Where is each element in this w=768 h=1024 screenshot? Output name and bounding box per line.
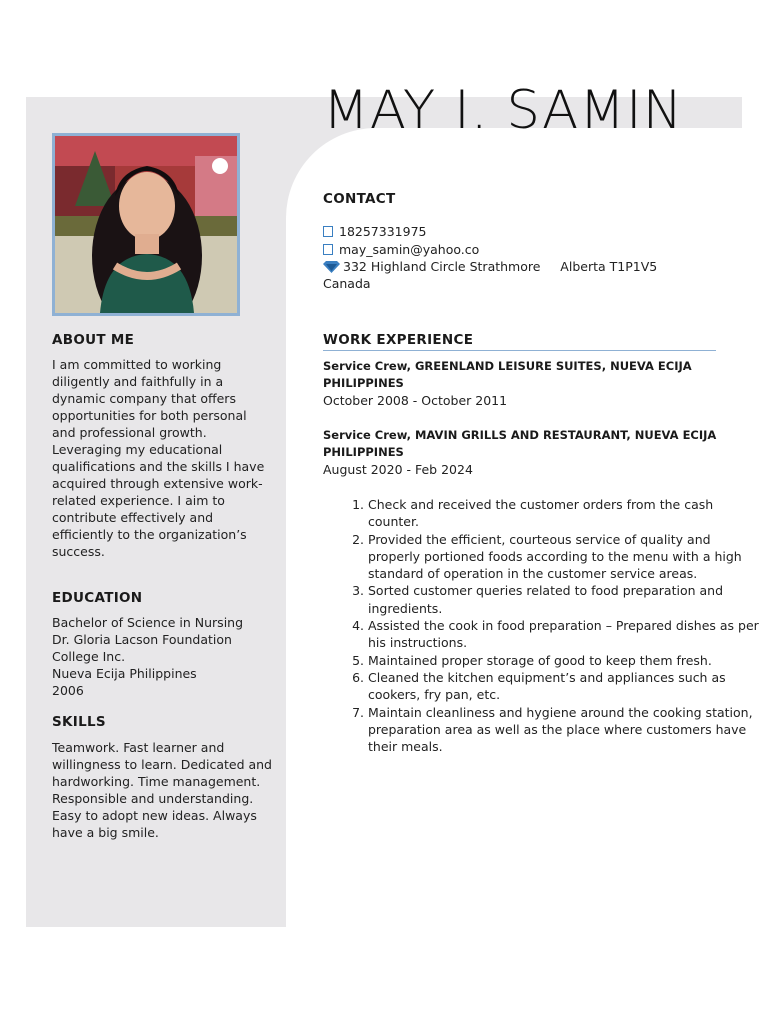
job-dates-1: October 2008 - October 2011: [323, 393, 508, 408]
education-heading: EDUCATION: [52, 590, 143, 606]
phone-icon: [323, 226, 333, 237]
duty-item: 3. Sorted customer queries related to food preparation and ingredients.: [368, 582, 763, 617]
contact-phone: [323, 223, 426, 240]
job-title-1: Service Crew, GREENLAND LEISURE SUITES, NUEVA ECIJA PHILIPPINES: [323, 359, 692, 390]
candidate-name: MAY I. SAMIN: [323, 80, 684, 141]
email-address[interactable]: may_samin@yahoo.co: [339, 242, 480, 257]
education-year: 2006: [52, 683, 84, 698]
skills-heading: SKILLS: [52, 714, 106, 730]
email-icon: [323, 244, 333, 255]
contact-address: [323, 258, 657, 277]
duty-item: 2. Provided the efficient, courteous service of quality and properly portioned foods according to the menu with a high standard of operation in the customer service areas.: [368, 531, 763, 583]
section-divider: [323, 350, 716, 351]
job-dates-2: August 2020 - Feb 2024: [323, 462, 473, 477]
job-title-2: Service Crew, MAVIN GRILLS AND RESTAURANT, NUEVA ECIJA PHILIPPINES: [323, 428, 717, 459]
duties-list: [323, 496, 763, 755]
education-school: Dr. Gloria Lacson Foundation College Inc.: [52, 632, 232, 664]
about-heading: ABOUT ME: [52, 332, 135, 348]
education-details: [52, 614, 272, 699]
address-line-2: Canada: [323, 276, 371, 291]
contact-email: [323, 241, 479, 258]
skills-text: Teamwork. Fast learner and willingness to learn. Dedicated and hardworking. Time management. Responsible and understanding. Easy to adopt new ideas. Always have a big smile.: [52, 740, 272, 840]
duty-item: 5. Maintained proper storage of good to keep them fresh.: [368, 652, 763, 669]
duty-item: 1. Check and received the customer orders from the cash counter.: [368, 496, 763, 531]
duty-item: 7. Maintain cleanliness and hygiene around the cooking station, preparation area as well as the place where customers have their meals.: [368, 704, 763, 756]
contact-heading: CONTACT: [323, 191, 396, 207]
work-heading: WORK EXPERIENCE: [323, 332, 474, 348]
about-text: I am committed to working diligently and faithfully in a dynamic company that offers opportunities for both personal and professional growth. Leveraging my educational qualifications and the skills I have acquired through extensive work-related experience. I aim to contribute effectively and efficiently to the organization’s success.: [52, 357, 265, 559]
duty-item: 6. Cleaned the kitchen equipment’s and appliances such as cookers, fry pan, etc.: [368, 669, 763, 704]
duty-item: 4. Assisted the cook in food preparation – Prepared dishes as per his instructions.: [368, 617, 763, 652]
profile-photo: [52, 133, 240, 316]
address-line-1: 332 Highland Circle Strathmore Alberta T1P1V5: [343, 259, 658, 274]
phone-number[interactable]: 18257331975: [339, 224, 427, 239]
education-location: Nueva Ecija Philippines: [52, 666, 197, 681]
education-degree: Bachelor of Science in Nursing: [52, 615, 244, 630]
